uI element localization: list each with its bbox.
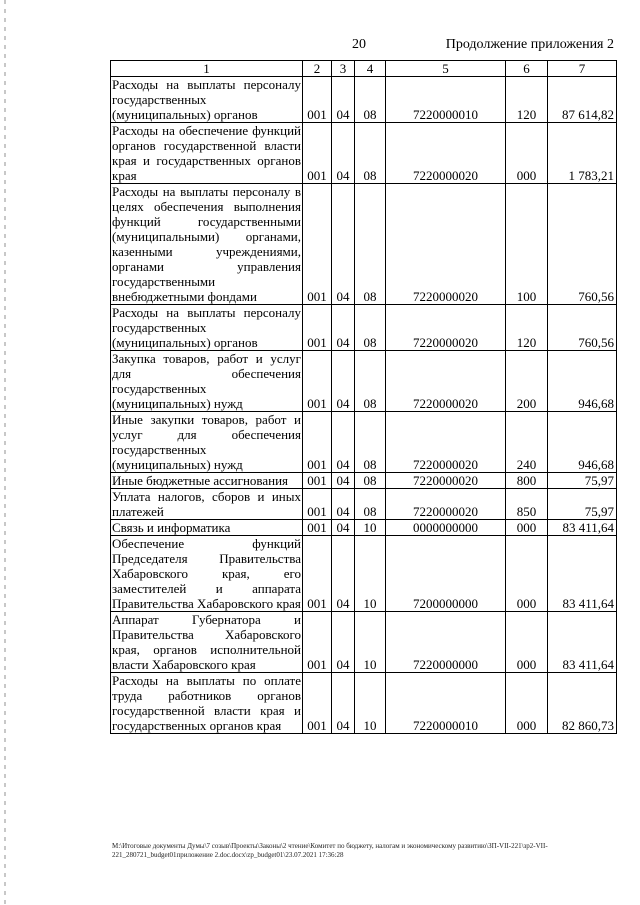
row-code-6: 000 — [506, 536, 548, 612]
table-row — [111, 184, 617, 305]
row-name: Иные закупки товаров, работ и услуг для обеспечения государственных (муниципальных) нужд — [112, 412, 301, 472]
row-code-2: 001 — [303, 123, 332, 184]
row-amount: 87 614,82 — [548, 77, 617, 123]
row-code-4: 10 — [355, 520, 386, 536]
row-amount: 946,68 — [548, 351, 617, 412]
row-code-3: 04 — [332, 489, 355, 520]
row-code-4: 08 — [355, 351, 386, 412]
row-code-4: 08 — [355, 305, 386, 351]
page-number: 20 — [352, 37, 366, 52]
row-code-4: 08 — [355, 123, 386, 184]
row-code-2: 001 — [303, 673, 332, 734]
row-name: Аппарат Губернатора и Правительства Хабаровского края, органов исполнительной власти Хабаровского края — [112, 612, 301, 672]
row-code-4: 08 — [355, 184, 386, 305]
row-name: Расходы на обеспечение функций органов государственной власти края и государственных органов края — [112, 123, 301, 183]
scan-margin-line — [4, 0, 6, 905]
row-code-3: 04 — [332, 351, 355, 412]
row-code-2: 001 — [303, 184, 332, 305]
row-code-3: 04 — [332, 536, 355, 612]
row-code-5: 0000000000 — [386, 520, 506, 536]
row-code-5: 7220000010 — [386, 77, 506, 123]
row-code-3: 04 — [332, 673, 355, 734]
row-code-6: 800 — [506, 473, 548, 489]
row-name: Уплата налогов, сборов и иных платежей — [112, 489, 301, 519]
table-row — [111, 673, 617, 734]
row-code-2: 001 — [303, 305, 332, 351]
row-code-4: 08 — [355, 473, 386, 489]
row-code-4: 08 — [355, 77, 386, 123]
row-amount: 83 411,64 — [548, 536, 617, 612]
row-code-5: 7220000020 — [386, 473, 506, 489]
row-code-3: 04 — [332, 473, 355, 489]
row-code-6: 120 — [506, 77, 548, 123]
row-code-3: 04 — [332, 520, 355, 536]
table-row — [111, 351, 617, 412]
row-amount: 946,68 — [548, 412, 617, 473]
row-code-3: 04 — [332, 184, 355, 305]
row-code-4: 08 — [355, 489, 386, 520]
column-header: 6 — [506, 61, 548, 77]
row-code-6: 100 — [506, 184, 548, 305]
table-row — [111, 305, 617, 351]
row-code-2: 001 — [303, 536, 332, 612]
row-code-4: 10 — [355, 612, 386, 673]
row-amount: 75,97 — [548, 489, 617, 520]
table-row — [111, 77, 617, 123]
row-name: Расходы на выплаты персоналу государственных (муниципальных) органов — [112, 77, 301, 122]
row-code-6: 240 — [506, 412, 548, 473]
row-code-4: 10 — [355, 673, 386, 734]
row-code-5: 7220000010 — [386, 673, 506, 734]
row-code-5: 7220000020 — [386, 123, 506, 184]
row-code-2: 001 — [303, 489, 332, 520]
column-header: 4 — [355, 61, 386, 77]
row-code-2: 001 — [303, 473, 332, 489]
column-header: 1 — [111, 61, 303, 77]
row-code-2: 001 — [303, 77, 332, 123]
table-row — [111, 489, 617, 520]
row-amount: 82 860,73 — [548, 673, 617, 734]
row-name: Связь и информатика — [111, 520, 303, 536]
row-code-2: 001 — [303, 520, 332, 536]
row-name: Расходы на выплаты персоналу в целях обеспечения выполнения функций государственными (муниципальными) органами, казенными учреждениями, органами управления государственными внебюджетными фондами — [112, 184, 301, 304]
table-row — [111, 612, 617, 673]
row-code-6: 000 — [506, 123, 548, 184]
column-header: 3 — [332, 61, 355, 77]
row-amount: 760,56 — [548, 184, 617, 305]
row-name: Закупка товаров, работ и услуг для обеспечения государственных (муниципальных) нужд — [112, 351, 301, 411]
row-code-3: 04 — [332, 612, 355, 673]
row-code-5: 7220000020 — [386, 305, 506, 351]
row-code-3: 04 — [332, 123, 355, 184]
row-amount: 760,56 — [548, 305, 617, 351]
row-name: Расходы на выплаты персоналу государственных (муниципальных) органов — [112, 305, 301, 350]
table-row — [111, 473, 617, 489]
file-path-footer: М:\Итоговые документы Думы\7 созыв\Проекты\Законы\2 чтение\Комитет по бюджету, налогам и экономическому развитию\ЗП-VII-221\зр2-VII-221_280721_budget01приложение 2.doc.docx\zp_budget01\23.07.2021 17:36:28 — [112, 842, 548, 859]
row-code-5: 7220000000 — [386, 612, 506, 673]
table-row — [111, 412, 617, 473]
row-amount: 1 783,21 — [548, 123, 617, 184]
row-code-6: 000 — [506, 673, 548, 734]
row-code-6: 000 — [506, 612, 548, 673]
row-code-5: 7200000000 — [386, 536, 506, 612]
row-code-5: 7220000020 — [386, 489, 506, 520]
table-header-row — [111, 61, 617, 77]
row-amount: 75,97 — [548, 473, 617, 489]
table-row — [111, 123, 617, 184]
row-code-3: 04 — [332, 412, 355, 473]
row-code-6: 120 — [506, 305, 548, 351]
table-row — [111, 536, 617, 612]
row-code-6: 200 — [506, 351, 548, 412]
row-code-6: 000 — [506, 520, 548, 536]
row-code-5: 7220000020 — [386, 412, 506, 473]
column-header: 5 — [386, 61, 506, 77]
row-code-2: 001 — [303, 612, 332, 673]
continuation-label: Продолжение приложения 2 — [445, 37, 614, 52]
row-code-3: 04 — [332, 77, 355, 123]
row-name: Расходы на выплаты по оплате труда работников органов государственной власти края и государственных органов края — [112, 673, 301, 733]
row-code-6: 850 — [506, 489, 548, 520]
row-amount: 83 411,64 — [548, 520, 617, 536]
row-code-4: 08 — [355, 412, 386, 473]
column-header: 2 — [303, 61, 332, 77]
budget-table — [110, 60, 617, 734]
row-code-2: 001 — [303, 412, 332, 473]
row-code-4: 10 — [355, 536, 386, 612]
row-code-5: 7220000020 — [386, 184, 506, 305]
row-name: Иные бюджетные ассигнования — [111, 473, 303, 489]
table-row — [111, 520, 617, 536]
row-code-5: 7220000020 — [386, 351, 506, 412]
row-code-2: 001 — [303, 351, 332, 412]
column-header: 7 — [548, 61, 617, 77]
row-name: Обеспечение функций Председателя Правительства Хабаровского края, его заместителей и аппарата Правительства Хабаровского края — [112, 536, 301, 611]
row-code-3: 04 — [332, 305, 355, 351]
row-amount: 83 411,64 — [548, 612, 617, 673]
